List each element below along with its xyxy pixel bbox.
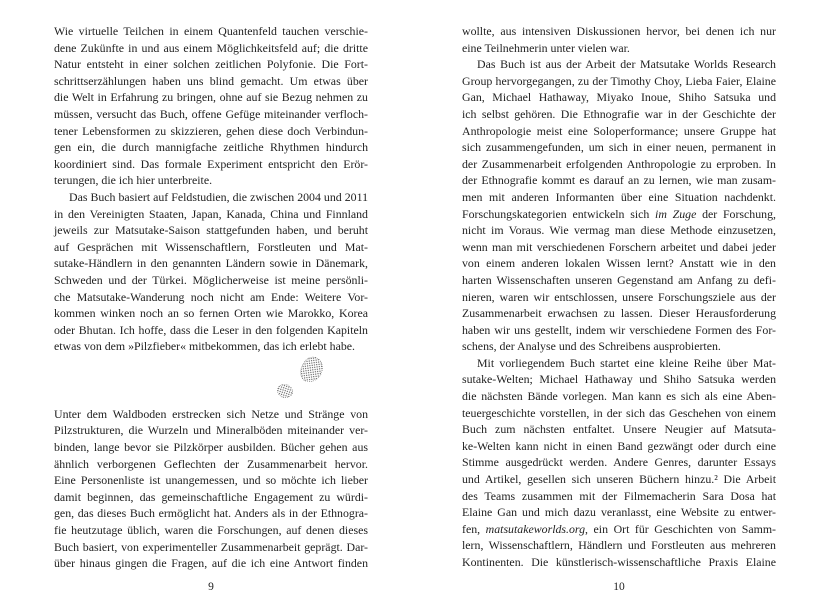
text-line: koordiniert sind. Das formale Experiment entspricht den Erör- bbox=[54, 156, 368, 171]
text-line: Buch zum nächsten entfaltet. Unsere Neugier auf Matsuta- bbox=[462, 422, 776, 437]
text-line: teuergeschichte vorstellen, in der sich das Geschehen von einem bbox=[462, 405, 776, 420]
text-line: fie heutzutage üblich, waren die Forschungen, auf denen dieses bbox=[54, 523, 368, 538]
paragraph bbox=[462, 355, 776, 571]
text-line: von einem anderen lokalen Wissen lernt? Anstatt wie in den bbox=[462, 256, 776, 271]
text-line: wollte, aus intensiven Diskussionen hervor, bei denen ich nur bbox=[462, 24, 776, 38]
text-line: Forschungskategorien entwickeln sich im Zuge der Forschung, bbox=[462, 206, 776, 221]
text-line: Eine Personenliste ist unangemessen, und so möchte ich lieber bbox=[54, 473, 368, 488]
text-line: die Welt in Erfahrung zu bringen, ohne auf sie Bezug nehmen zu bbox=[54, 90, 368, 105]
text-line: etwas von dem »Pilzfieber« mitbekommen, das ich erlebt habe. bbox=[54, 339, 356, 354]
text-line: che Matsutake-Wanderung noch nicht am Ende: Weitere Vor- bbox=[54, 289, 368, 304]
text-line: der Ethnografie kommt es darauf an zu lernen, wie man zusam- bbox=[462, 173, 776, 188]
text-line: der Zusammenarbeit erfolgenden Anthropologie zu erproben. In bbox=[462, 156, 776, 171]
text-line: nicht im Voraus. Wie vermag man diese Methode einzusetzen, bbox=[462, 223, 776, 238]
text-line: ich selbst gehören. Die Ethnografie war in der Geschichte der bbox=[462, 106, 776, 121]
text-line: des Teams zusammen mit der Filmemacherin Sara Dosa hat bbox=[462, 488, 776, 503]
text-line: dene Zukünfte in und aus einem Möglichkeitsfeld auf; die dritte bbox=[54, 40, 368, 55]
text-line: Elaine Gan und mich dazu veranlasst, eine Website zu entwer- bbox=[462, 505, 776, 520]
text-line: ke-Welten kann nicht in einen Band gezwängt oder durch eine bbox=[462, 438, 776, 453]
text-line: nieren, waren wir entschlossen, unsere Forschungsziele aus der bbox=[462, 289, 776, 304]
text-line: sutake-Welten; Michael Hathaway und Shiho Satsuka werden bbox=[462, 372, 776, 387]
text-line: men mit anderen Informanten über eine Situation nachdenkt. bbox=[462, 189, 776, 204]
paragraph bbox=[54, 189, 368, 355]
text-line: Pilzstrukturen, die Wurzeln und Mineralböden miteinander ver- bbox=[54, 423, 368, 438]
left-page bbox=[54, 0, 368, 599]
text-line: und Artikel, gesellen sich unseren Büchern hinzu.² Die Arbeit bbox=[462, 472, 776, 487]
paragraph bbox=[54, 23, 368, 189]
text-line: gen, das dieses Buch ermöglicht hat. Anders als in der Ethnogra- bbox=[54, 506, 368, 521]
paragraph bbox=[462, 23, 776, 56]
text-line: terungen, die ich hier unterbreite. bbox=[54, 173, 213, 188]
text-line: oder Bhutan. Ich hoffe, dass die Leser in den folgenden Kapiteln bbox=[54, 322, 368, 337]
text-line: Schweden und der Türkei. Möglicherweise ist meine persönli- bbox=[54, 272, 368, 287]
paragraph bbox=[462, 56, 776, 355]
text-line: sutake-Händlern in den genannten Ländern sowie in Dänemark, bbox=[54, 256, 368, 271]
left-page-body bbox=[54, 23, 368, 572]
text-line: tener Lebensformen zu skizzieren, gehen diese doch Verbindun- bbox=[54, 123, 368, 138]
text-line: Group hervorgegangen, zu der Timothy Choy, Lieba Faier, Elaine bbox=[462, 73, 776, 88]
text-line: Mit vorliegendem Buch startet eine kleine Reihe über Mat- bbox=[477, 355, 776, 370]
text-line: in den Vereinigten Staaten, Japan, Kanada, China und Finnland bbox=[54, 206, 368, 221]
right-page bbox=[462, 0, 776, 599]
text-line: die nächsten Bände vorlegen. Man kann es sich als eine Aben- bbox=[462, 389, 776, 404]
text-line: müssen, versucht das Buch, offene Gefüge miteinander verfloch- bbox=[54, 106, 368, 121]
text-line: gen ein, die durch mannigfache zeitliche Rhythmen hindurch bbox=[54, 140, 368, 155]
text-line: Das Buch basiert auf Feldstudien, die zwischen 2004 und 2011 bbox=[69, 189, 368, 204]
text-line: jeweils zur Matsutake-Saison stattgefunden haben, und beruht bbox=[54, 223, 368, 238]
text-line: Buch basiert, von experimenteller Zusammenarbeit geprägt. Dar- bbox=[54, 539, 368, 554]
text-line: eine Teilnehmerin unter vielen war. bbox=[462, 40, 630, 55]
text-line: Zusammenarbeit erwachsen zu lassen. Dieser Herausforderung bbox=[462, 306, 776, 321]
text-line: Stimme ausgedrückt werden. Andere Genres, darunter Essays bbox=[462, 455, 776, 470]
right-page-body bbox=[462, 23, 776, 571]
ornament-illustration bbox=[54, 355, 368, 406]
text-line: schens, der Analyse und des Schreibens ausprobierten. bbox=[462, 339, 721, 354]
text-line: über hinaus gingen die Fragen, auf die ich eine Antwort finden bbox=[54, 556, 368, 571]
paragraph bbox=[54, 406, 368, 572]
text-line: damit beginnen, das gemeinschaftliche Engagement zu würdi- bbox=[54, 489, 368, 504]
text-line: kommen winken noch an so fernen Orten wie Marokko, Korea bbox=[54, 306, 368, 321]
left-page-number: 9 bbox=[208, 581, 214, 593]
text-line: lern, Wissenschaftlern, Händlern und Forstleuten aus mehreren bbox=[462, 538, 776, 553]
text-line: haben wir uns gestellt, indem wir verschiedene Formen des For- bbox=[462, 322, 776, 337]
text-line: auf Gesprächen mit Wissenschaftlern, Forstleuten und Mat- bbox=[54, 239, 368, 254]
text-line: ähnlich verborgenen Geflechten der Zusammenarbeit hervor. bbox=[54, 456, 368, 471]
text-line: Natur entsteht in einer solchen zeitlichen Polyfonie. Die Fort- bbox=[54, 57, 368, 72]
text-line: sich zusammengefunden, um sich in einer neuen, permanent in bbox=[462, 140, 776, 155]
stippled-mushroom-sketch-icon bbox=[54, 355, 368, 406]
text-line: harten Wissenschaften unseren Gegenstand am Anfang zu defi- bbox=[462, 272, 776, 287]
text-line: fen, matsutakeworlds.org, ein Ort für Geschichten von Samm- bbox=[462, 521, 777, 536]
text-line: Wie virtuelle Teilchen in einem Quantenfeld tauchen verschie- bbox=[54, 24, 368, 38]
text-line: Unter dem Waldboden erstrecken sich Netze und Stränge von bbox=[54, 406, 368, 421]
text-line: Das Buch ist aus der Arbeit der Matsutake Worlds Research bbox=[477, 57, 776, 72]
text-line: schrittserzählungen haben uns blind gemacht. Um etwas über bbox=[54, 73, 368, 88]
text-line: Gan, Michael Hathaway, Miyako Inoue, Shiho Satsuka und bbox=[462, 90, 776, 105]
text-line: Anthropologie meist eine Soloperformance; unsere Gruppe hat bbox=[462, 123, 776, 138]
right-page-number: 10 bbox=[613, 581, 625, 593]
text-line: Kontinenten. Die künstlerisch-wissenschaftliche Praxis Elaine bbox=[462, 555, 776, 569]
text-line: wenn man mit verschiedenen Forschern arbeitet und dabei jeder bbox=[462, 239, 776, 254]
text-line: binden, lange bevor sie Pilzkörper ausbilden. Bücher gehen aus bbox=[54, 440, 368, 455]
